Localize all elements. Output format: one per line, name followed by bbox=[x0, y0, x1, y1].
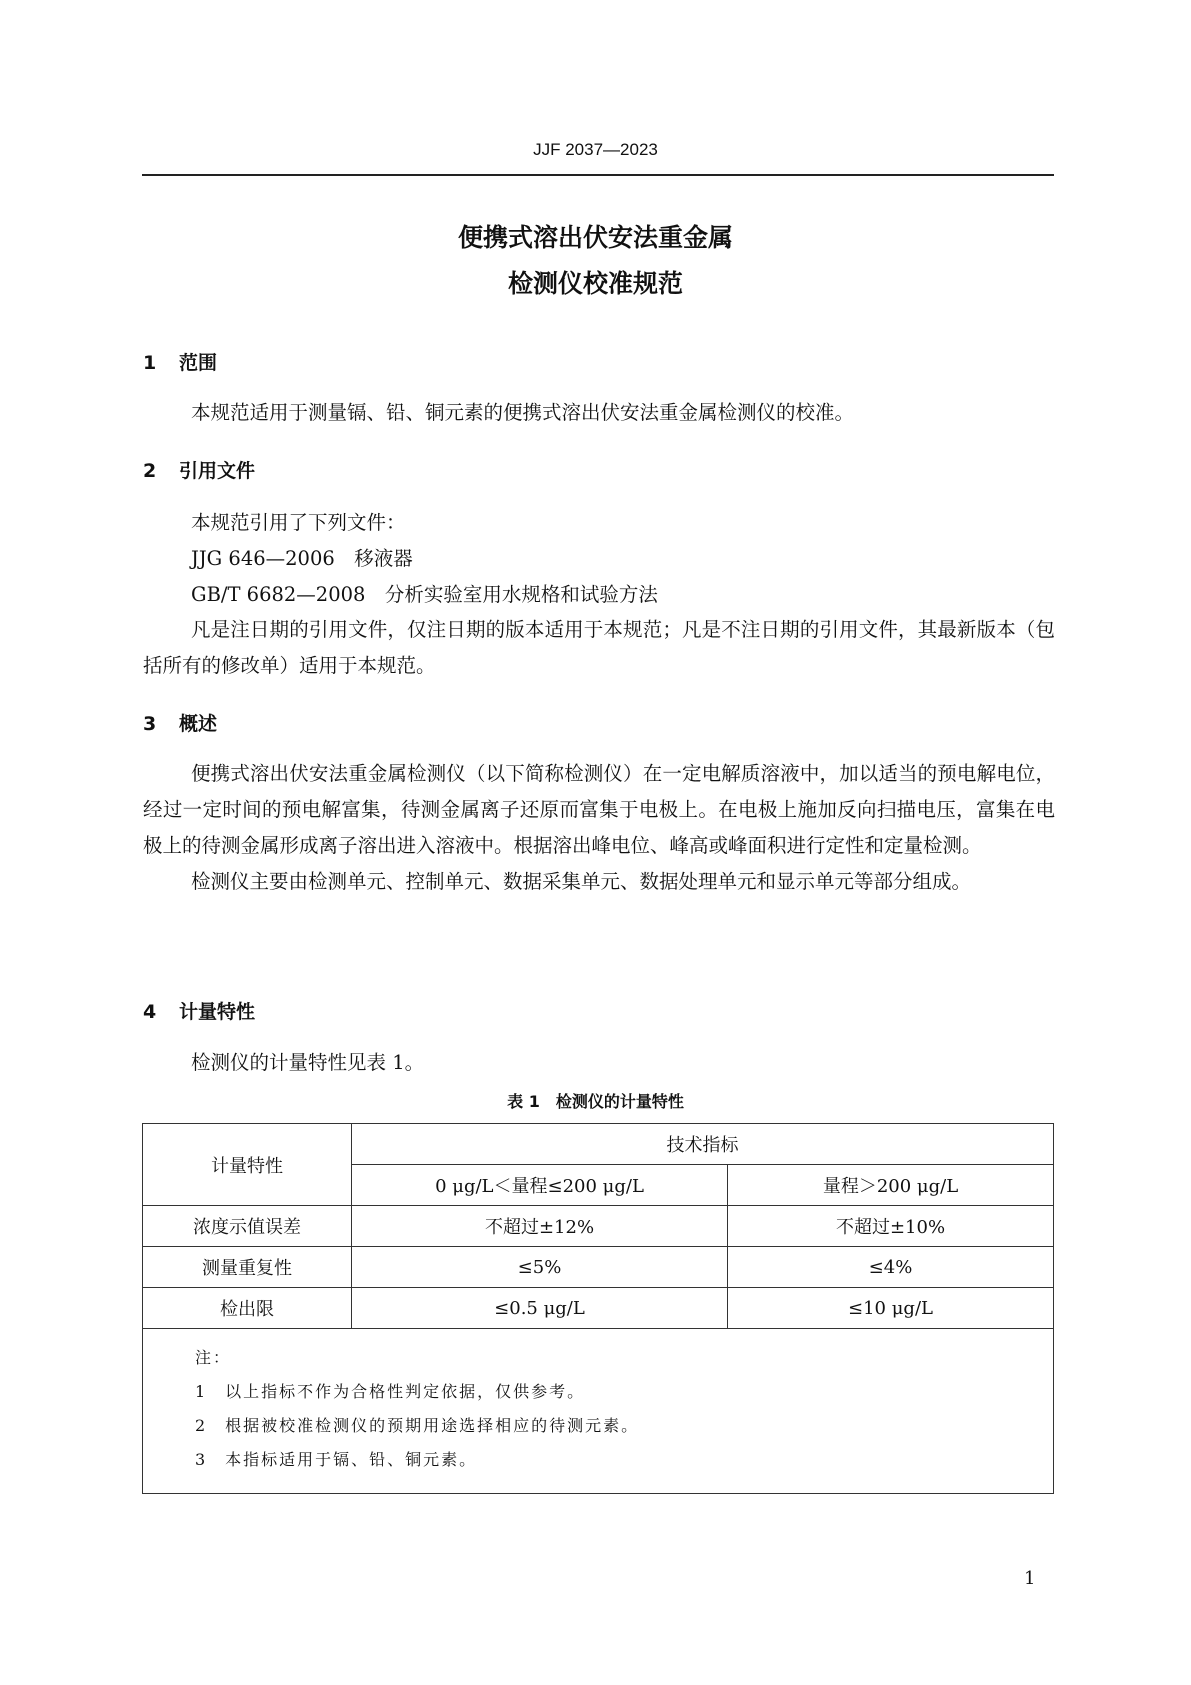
metrology-table bbox=[142, 1123, 1054, 1494]
paragraph: 便携式溶出伏安法重金属检测仪（以下简称检测仪）在一定电解质溶液中，加以适当的预电解电位，经过一定时间的预电解富集，待测金属离子还原而富集于电极上。在电极上施加反向扫描电压，富集在电极上的待测金属形成离子溶出进入溶液中。根据溶出峰电位、峰高或峰面积进行定性和定量检测。 bbox=[143, 762, 1055, 857]
table-row bbox=[143, 1206, 1054, 1247]
section-heading-overview: 3 概述 bbox=[143, 713, 218, 735]
table-cell: ≤5% bbox=[352, 1247, 728, 1288]
paragraph: 凡是注日期的引用文件，仅注日期的版本适用于本规范；凡是不注日期的引用文件，其最新版本（包括所有的修改单）适用于本规范。 bbox=[143, 618, 1055, 677]
paragraph: 本规范适用于测量镉、铅、铜元素的便携式溶出伏安法重金属检测仪的校准。 bbox=[191, 401, 855, 424]
table-cell: 不超过±10% bbox=[728, 1206, 1054, 1247]
subheader: 0 μg/L＜量程≤200 μg/L bbox=[352, 1165, 728, 1206]
note-item: 1 以上指标不作为合格性判定依据，仅供参考。 bbox=[195, 1382, 586, 1401]
paragraph: 本规范引用了下列文件： bbox=[191, 511, 406, 534]
table-cell: 测量重复性 bbox=[143, 1247, 352, 1288]
table-cell: 不超过±12% bbox=[352, 1206, 728, 1247]
note-item: 2 根据被校准检测仪的预期用途选择相应的待测元素。 bbox=[195, 1416, 640, 1435]
document-title-line1: 便携式溶出伏安法重金属 bbox=[457, 223, 733, 252]
table-caption: 表 1 检测仪的计量特性 bbox=[507, 1092, 684, 1111]
column-header: 计量特性 bbox=[143, 1124, 352, 1206]
table-cell: ≤0.5 μg/L bbox=[352, 1288, 728, 1329]
note-item: 3 本指标适用于镉、铅、铜元素。 bbox=[195, 1450, 478, 1469]
table-row bbox=[143, 1288, 1054, 1329]
paragraph: 检测仪的计量特性见表 1。 bbox=[191, 1051, 425, 1074]
table-cell: 浓度示值误差 bbox=[143, 1206, 352, 1247]
table-cell: ≤4% bbox=[728, 1247, 1054, 1288]
table-cell: 检出限 bbox=[143, 1288, 352, 1329]
reference-item: GB/T 6682—2008 分析实验室用水规格和试验方法 bbox=[191, 583, 658, 606]
section-heading-scope: 1 范围 bbox=[143, 352, 218, 374]
subheader: 量程＞200 μg/L bbox=[728, 1165, 1054, 1206]
table-notes bbox=[143, 1329, 1054, 1494]
table-row bbox=[143, 1247, 1054, 1288]
page-number: 1 bbox=[1024, 1568, 1036, 1589]
group-header: 技术指标 bbox=[352, 1124, 1054, 1165]
table-notes-row bbox=[143, 1329, 1054, 1494]
section-heading-metrology: 4 计量特性 bbox=[143, 1001, 256, 1023]
section-heading-references: 2 引用文件 bbox=[143, 460, 256, 482]
table-cell: ≤10 μg/L bbox=[728, 1288, 1054, 1329]
document-title-line2: 检测仪校准规范 bbox=[507, 269, 683, 298]
header-rule bbox=[142, 174, 1054, 176]
reference-item: JJG 646—2006 移液器 bbox=[191, 547, 413, 570]
notes-label: 注： bbox=[195, 1348, 232, 1367]
paragraph: 检测仪主要由检测单元、控制单元、数据采集单元、数据处理单元和显示单元等部分组成。 bbox=[191, 870, 972, 893]
document-code-header: JJF 2037—2023 bbox=[533, 140, 658, 159]
table-header-row bbox=[143, 1124, 1054, 1165]
